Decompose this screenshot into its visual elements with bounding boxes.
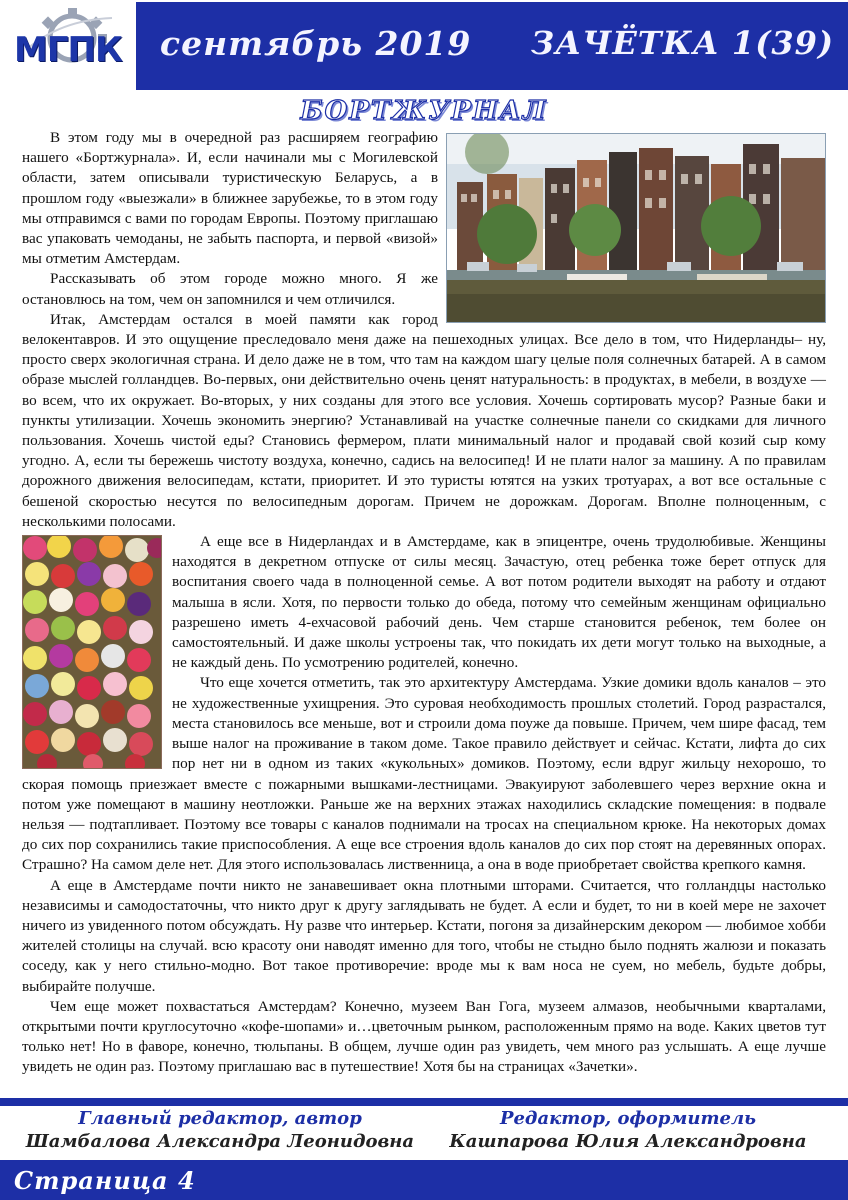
logo-text: МГПК <box>14 30 122 70</box>
credit-author <box>20 1108 420 1154</box>
paragraph-2: Рассказывать об этом городе можно много. Я же остановлюсь на том, чем он запомнился и чем отличился. <box>22 270 438 308</box>
page-header <box>0 0 848 95</box>
paragraph-6: А еще в Амстердаме почти никто не занавешивает окна плотными шторами. Считается, что голландцы настолько независимы и самодостаточны, что никто друг к другу заглядывать не будет. А если и будет, то ни в коей мере не захочет ничего из увиденного потом обсуждать. Ну разве что интерьер. Кстати, погоня за дизайнерским декором — любимое хобби жителей столицы на случай. всю красоту они наводят именно для того, чтобы не стыдно было поднять жалюзи и показать соседу, как у него стильно-модно. Вот такое противоречие: вроде мы к вам носа не суем, но мебель, будьте добры, выбирайте получше. <box>22 876 826 995</box>
credit-editor <box>428 1108 828 1154</box>
issue-number: ЗАЧЁТКА 1(39) <box>531 24 834 62</box>
amsterdam-canal-photo <box>446 133 826 323</box>
author-role: Главный редактор, автор <box>78 1108 362 1129</box>
credits <box>0 1108 848 1158</box>
paragraph-5: Что еще хочется отметить, так это архитектуру Амстердама. Узкие домики вдоль каналов – это не художественные ухищрения. Это суровая необходимость прошлых столетий. Город разрастался, места становилось все меньше, вот и строили дома поуже да повыше. Причем, чем шире фасад, тем выше налог на проживание в таком доме. Такое правило действует и сейчас. Кстати, лифта до сих пор нет ни в одном из таких «кукольных» домиков. Поэтому, если вдруг жильцу нехорошо, то скорая помощь приезжает вместе с пожарными вышками-лестницами. Эвакуируют заболевшего через верхние окна и потом уже помещают в машину неотложки. Раньше же на верхних этажах находились складские помещения: в подвале нельзя — подтапливает. Поэтому все товары с каналов поднимали на тросах на специальном крюке. На некоторых домах до сих пор сохранились такие приспособления. А еще все строения вдоль каналов до сих пор стоят на деревянных опорах. Страшно? На самом деле нет. Для этого использовалась лиственница, а она в воде приобретает свойства крепкого камня. <box>22 674 826 874</box>
author-name: Шамбалова Александра Леонидовна <box>25 1131 415 1152</box>
paragraph-1: В этом году мы в очередной раз расширяем географию нашего «Бортжурнала». И, если начинали мы с Могилевской области, затем описывали туристическую Беларусь, а в прошлом году «выезжали» в ближнее зарубежье, то в этом году мы отправимся с вами по городам Европы. Поэтому приглашаю вас упаковать чемоданы, не забыть паспорта, и первой «визой» мы отметим Амстердам. <box>22 129 438 268</box>
editor-name: Кашпарова Юлия Александровна <box>449 1131 807 1152</box>
issue-month: сентябрь 2019 <box>160 24 472 63</box>
editor-role: Редактор, оформитель <box>499 1108 757 1129</box>
section-title: БОРТЖУРНАЛ <box>300 96 548 126</box>
paragraph-4: А еще все в Нидерландах и в Амстердаме, как в эпицентре, очень трудолюбивые. Женщины находятся в декретном отпуске от силы месяц. Зачастую, отец ребенка тоже берет отпуск для воспитания своего чада в полноценной семье. А вот потом родители выходят на работу и отдают малыша в ясли. Хотя, по первости только до обеда, потому что семейным женщинам официально разрешено иметь 4-ехчасовой рабочий день. Чем старше становится ребенок, тем более он самостоятельный. И даже школы устроены так, что покидать их дети могут только на выходные, а не каждый день. По усмотрению родителей, конечно. <box>172 533 826 672</box>
flower-market-photo <box>22 535 162 769</box>
logo <box>0 0 138 95</box>
footer-divider <box>0 1098 848 1106</box>
article-body <box>22 128 826 1078</box>
paragraph-7: Чем еще может похвастаться Амстердам? Конечно, музеем Ван Гога, музеем алмазов, необычными кварталами, открытыми почти круглосуточно «кофе-шопами» и…цветочным рынком, расположенным прямо на воде. Каких цветов тут только нет! Но в фаворе, конечно, тюльпаны. В общем, лучше один раз увидеть, чем много раз услышать. А еще лучше увидеть не один раз. Поэтому приглашаю вас в путешествие! Хотя бы на страницах «Зачетки». <box>22 997 826 1076</box>
paragraph-3: Итак, Амстердам остался в моей памяти как город велокентавров. И это ощущение преследовало меня даже на пешеходных улицах. Все дело в том, что Нидерланды– ну, просто сверх экологичная страна. И дело даже не в том, что там на каждом шагу целые поля солнечных батарей. А в самом образе мыслей голландцев. Во-первых, они действительно очень ценят натуральность: в продуктах, в мебели, в воздухе — во всем, что их окружает. Во-вторых, у них созданы для этого все условия. Хочешь сортировать мусор? Разные баки и пункты утилизации. Хочешь экономить энергию? Устанавливай на участке солнечные панели со скидками для личного пользования. Хочешь чистой еды? Становись фермером, плати минимальный налог и продавай свой козий сыр кому угодно. А, если ты бережешь чистоту воздуха, конечно, садись на велосипед! И не плати налог за машину. А по правилам дорожного движения велосипедам, кстати, приоритет. И это туристы ютятся на узких тротуарах, а вот все остальные с бешеной скоростью несутся по велосипедным дорогам. Причем не дорожкам. Дорогам. Вполне полноценным, с несколькими полосами. <box>22 310 826 530</box>
page-number: Страница 4 <box>14 1166 196 1195</box>
